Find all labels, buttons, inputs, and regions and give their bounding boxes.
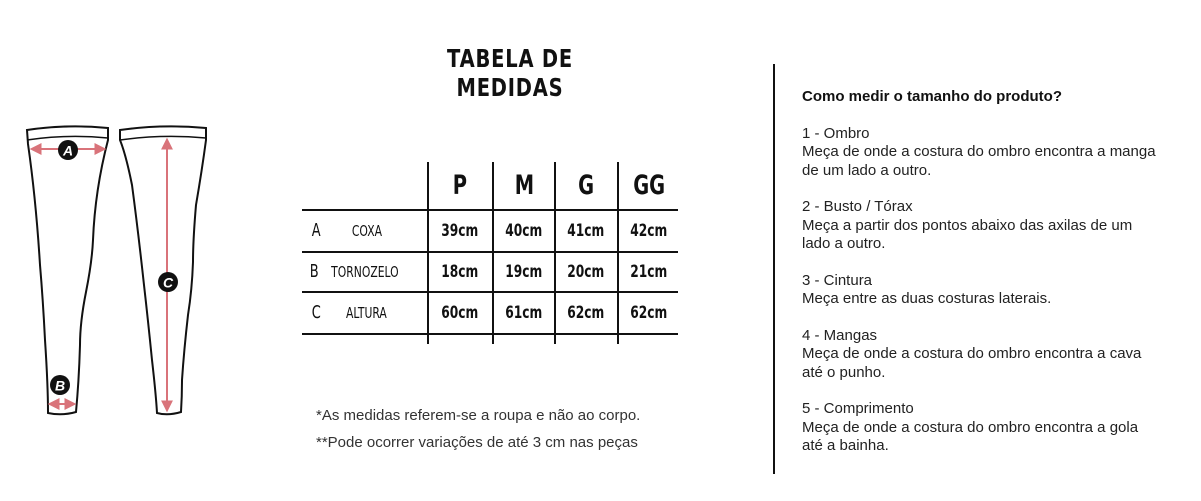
instructions-panel (802, 88, 1162, 474)
instruction-title: 1 - Ombro (802, 124, 870, 142)
table-cell: 62cm (567, 303, 605, 323)
svg-text:C: C (162, 274, 174, 291)
table-cell: 39cm (441, 221, 479, 241)
instruction-text: Meça de onde a costura do ombro encontra a manga de um lado a outro. (802, 143, 1156, 179)
instruction-item (802, 400, 1162, 456)
badge-a (58, 140, 78, 160)
table-cell: 60cm (441, 303, 479, 323)
table-cell: 40cm (505, 221, 543, 241)
row-letter-b: B (309, 261, 319, 282)
row-name-coxa: COXA (351, 222, 382, 240)
right-sleeve-outline (120, 126, 206, 414)
page-title: TABELA DE MEDIDAS (447, 44, 573, 102)
size-header-g: G (578, 170, 594, 201)
size-header-m: M (514, 170, 534, 201)
svg-text:B: B (54, 377, 66, 394)
table-cell: 41cm (567, 221, 605, 241)
instructions-question: Como medir o tamanho do produto? (802, 88, 1062, 105)
vertical-divider (773, 64, 775, 474)
note-variation: **Pode ocorrer variações de até 3 cm nas peças (316, 434, 638, 451)
size-header-gg: GG (633, 170, 665, 201)
table-cell: 20cm (567, 262, 605, 282)
size-header-p: P (452, 170, 468, 201)
table-cell: 62cm (630, 303, 668, 323)
instruction-item (802, 198, 1162, 254)
instruction-item (802, 272, 1162, 309)
left-sleeve-outline (27, 126, 108, 414)
table-cell: 19cm (505, 262, 543, 282)
table-cell: 18cm (441, 262, 479, 282)
instruction-item (802, 327, 1162, 383)
row-name-altura: ALTURA (345, 304, 387, 322)
instruction-title: 5 - Comprimento (802, 400, 914, 417)
instruction-item (802, 125, 1162, 181)
badge-b (50, 375, 70, 395)
row-letter-a: A (311, 220, 321, 241)
table-cell: 61cm (505, 303, 543, 323)
table-cell: 42cm (630, 221, 668, 241)
table-cell: 21cm (630, 262, 668, 282)
note-measurements: *As medidas referem-se a roupa e não ao corpo. (316, 407, 641, 424)
row-letter-c: C (311, 302, 321, 323)
row-name-tornozelo: TORNOZELO (331, 263, 399, 281)
instruction-title: 3 - Cintura (802, 271, 873, 289)
instruction-text: Meça de onde a costura do ombro encontra a cava até o punho. (802, 345, 1142, 381)
instruction-text: Meça de onde a costura do ombro encontra a gola até a bainha. (802, 418, 1139, 454)
badge-c (158, 272, 178, 292)
instruction-title: 4 - Mangas (802, 326, 878, 344)
instruction-title: 2 - Busto / Tórax (802, 198, 913, 215)
svg-text:A: A (62, 142, 74, 159)
instruction-text: Meça entre as duas costuras laterais. (802, 290, 1052, 307)
instruction-text: Meça a partir dos pontos abaixo das axilas de um lado a outro. (802, 216, 1133, 252)
